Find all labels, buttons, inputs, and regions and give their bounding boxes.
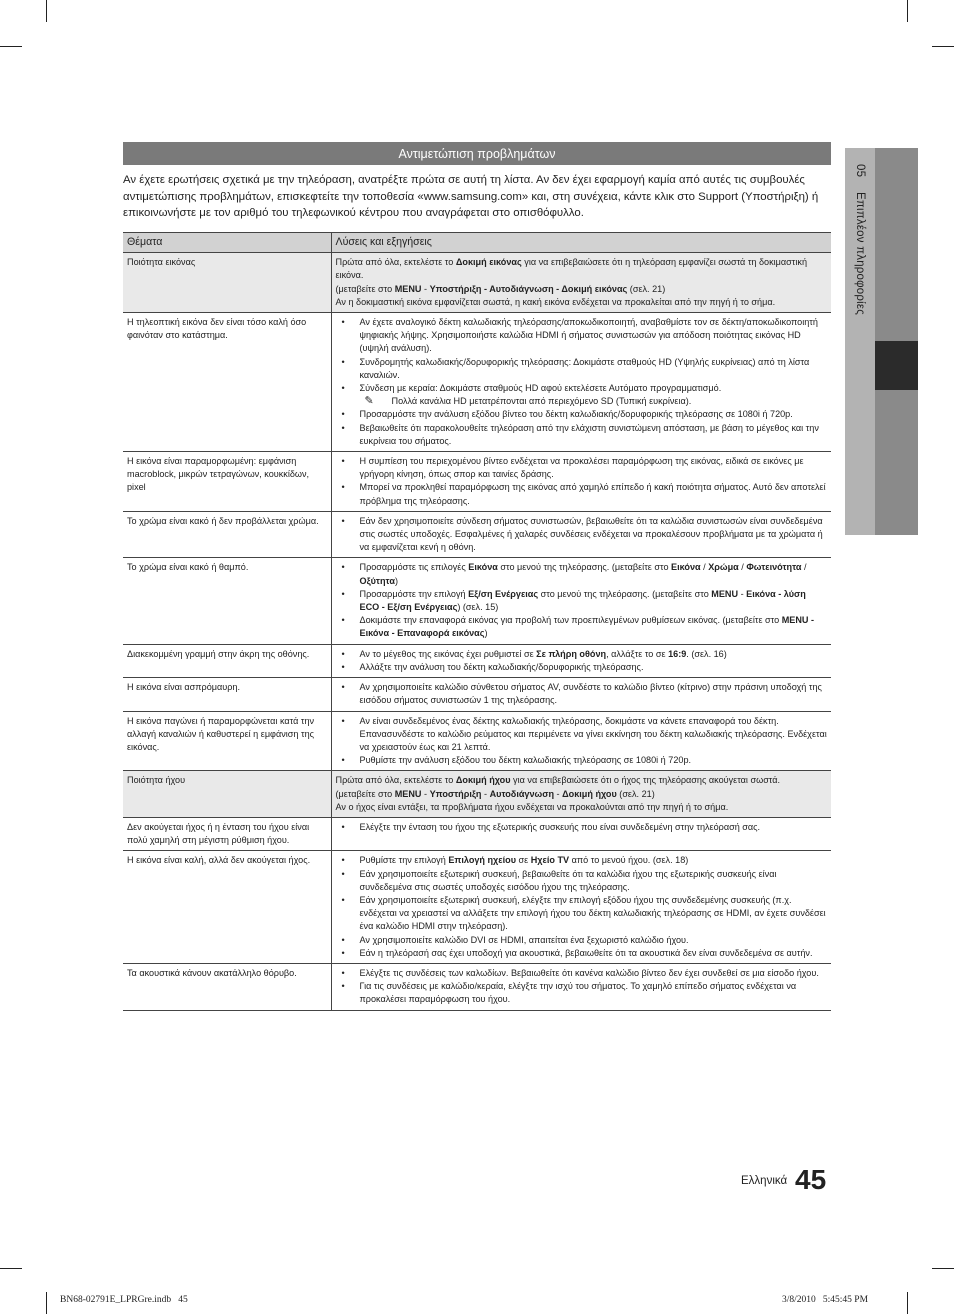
bullet-item: • Ελέγξτε τις συνδέσεις των καλωδίων. Βεβαιωθείτε ότι κανένα καλώδιο βίντεο δεν έχει συνδεθεί σε μια είσοδο ήχου. bbox=[336, 967, 828, 980]
table-row bbox=[123, 678, 831, 711]
solution-line: Αν η δοκιμαστική εικόνα εμφανίζεται σωστά, η κακή εικόνα ενδέχεται να προκαλείται από την πηγή ή το σήμα. bbox=[335, 296, 776, 307]
solution-cell bbox=[331, 558, 831, 644]
issue-cell: Διακεκομμένη γραμμή στην άκρη της οθόνης. bbox=[123, 644, 331, 677]
solution-list bbox=[336, 967, 828, 1007]
issue-cell: Ποιότητα εικόνας bbox=[123, 253, 331, 313]
solution-cell bbox=[331, 711, 831, 771]
table-header-row bbox=[123, 233, 831, 253]
bullet-item: • Προσαρμόστε τις επιλογές Εικόνα στο μενού της τηλεόρασης. (μεταβείτε στο Εικόνα / Χρώμα / Φωτεινότητα / Οξύτητα) bbox=[336, 561, 828, 587]
bullet-item: • Αλλάξτε την ανάλυση του δέκτη καλωδιακής/δορυφορικής τηλεόρασης. bbox=[336, 661, 828, 674]
table-row bbox=[123, 711, 831, 771]
bullet-item: • Για τις συνδέσεις με καλώδιο/κεραία, ελέγξτε την ισχύ του σήματος. Το χαμηλό επίπεδο σήματος ενδέχεται να προκαλέσει παραμόρφωση του ήχου. bbox=[336, 980, 828, 1006]
troubleshooting-table bbox=[123, 232, 831, 1011]
solution-list bbox=[336, 648, 828, 674]
note-item: ✎ Πολλά κανάλια HD μετατρέπονται από περιεχόμενο SD (Τυπική ευκρίνεια). bbox=[336, 395, 828, 408]
issue-cell: Το χρώμα είναι κακό ή δεν προβάλλεται χρώμα. bbox=[123, 511, 331, 558]
bullet-item: • Αν το μέγεθος της εικόνας έχει ρυθμιστεί σε Σε πλήρη οθόνη, αλλάξτε το σε 16:9. (σελ. 16) bbox=[336, 648, 828, 661]
page-number: 45 bbox=[795, 1164, 827, 1195]
chapter-number: 05 bbox=[854, 164, 866, 178]
crop-mark bbox=[0, 1268, 22, 1269]
solution-cell bbox=[331, 644, 831, 677]
issue-cell: Η τηλεοπτική εικόνα δεν είναι τόσο καλή όσο φαινόταν στο κατάστημα. bbox=[123, 313, 331, 452]
solution-list bbox=[336, 515, 828, 555]
table-row bbox=[123, 452, 831, 512]
print-slug-date: 3/8/2010 5:45:45 PM bbox=[782, 1295, 869, 1305]
crop-mark bbox=[932, 46, 954, 47]
chapter-title: Επιπλέον πληροφορίες bbox=[854, 192, 866, 315]
solution-line: (μεταβείτε στο MENU - Υποστήριξη - Αυτοδιάγνωση - Δοκιμή εικόνας (σελ. 21) bbox=[335, 283, 666, 294]
chapter-label bbox=[845, 148, 875, 535]
solution-line: (μεταβείτε στο MENU - Υποστήριξη - Αυτοδιάγνωση - Δοκιμή ήχου (σελ. 21) bbox=[335, 788, 655, 799]
bullet-item: • Ρυθμίστε την ανάλυση εξόδου του δέκτη καλωδιακής τηλεόρασης σε 1080i ή 720p. bbox=[336, 754, 828, 767]
section-title-bar bbox=[123, 142, 831, 165]
solution-list bbox=[336, 821, 828, 834]
chapter-side-tab bbox=[845, 148, 918, 535]
bullet-item: • Αν χρησιμοποιείτε καλώδιο DVI σε HDMI, απαιτείται ένα ξεχωριστό καλώδιο ήχου. bbox=[336, 934, 828, 947]
table-row bbox=[123, 817, 831, 850]
solution-cell bbox=[331, 817, 831, 850]
solution-cell bbox=[331, 678, 831, 711]
crop-mark bbox=[46, 1292, 47, 1314]
issue-cell: Η εικόνα είναι παραμορφωμένη: εμφάνιση macroblock, μικρών τετραγώνων, κουκκίδων, pixel bbox=[123, 452, 331, 512]
intro-paragraph: Αν έχετε ερωτήσεις σχετικά με την τηλεόραση, ανατρέξτε πρώτα σε αυτή τη λίστα. Αν δεν έχει εφαρμογή καμία από αυτές τις συμβουλές αντιμετώπισης προβλημάτων, επισκεφτείτε την τοποθεσία «www.samsung.com» και, στη συνέχεια, κάντε κλικ στο Support (Υποστήριξη) ή επικοινωνήστε με τον αριθμό του τηλεφωνικού κέντρου που αναγράφεται στο οπισθόφυλλο. bbox=[123, 174, 819, 219]
table-row bbox=[123, 313, 831, 452]
footer-language: Ελληνικά bbox=[741, 1175, 788, 1187]
crop-mark bbox=[46, 0, 47, 22]
column-header-solution: Λύσεις και εξηγήσεις bbox=[331, 233, 831, 253]
table-row bbox=[123, 771, 831, 818]
solution-cell bbox=[331, 313, 831, 452]
bullet-item: • Σύνδεση με κεραία: Δοκιμάστε σταθμούς HD αφού εκτελέσετε Αυτόματο προγραμματισμό. bbox=[336, 382, 828, 395]
table-row bbox=[123, 511, 831, 558]
bullet-item: • Βεβαιωθείτε ότι παρακολουθείτε τηλεόραση από την ελάχιστη συνιστώμενη απόσταση, με βάση το μέγεθος και την ευκρίνεια του σήματος. bbox=[336, 422, 828, 448]
bullet-item: • Ελέγξτε την ένταση του ήχου της εξωτερικής συσκευής που είναι συνδεδεμένη στην τηλεόρασή σας. bbox=[336, 821, 828, 834]
table-row bbox=[123, 644, 831, 677]
solution-cell bbox=[331, 771, 831, 818]
solution-cell bbox=[331, 511, 831, 558]
crop-mark bbox=[0, 46, 22, 47]
bullet-item: • Εάν η τηλεόρασή σας έχει υποδοχή για ακουστικά, βεβαιωθείτε ότι τα ακουστικά δεν είναι συνδεδεμένα σε αυτήν. bbox=[336, 947, 828, 960]
table-body bbox=[123, 253, 831, 1010]
solution-list bbox=[336, 854, 828, 960]
bullet-item: • Δοκιμάστε την επαναφορά εικόνας για προβολή των προεπιλεγμένων ρυθμίσεων εικόνας. (μεταβείτε στο MENU - Εικόνα - Επαναφορά εικόνας) bbox=[336, 614, 828, 640]
table-row bbox=[123, 851, 831, 964]
solution-cell bbox=[331, 452, 831, 512]
troubleshooting-table-wrap bbox=[123, 232, 831, 1011]
bullet-item: • Μπορεί να προκληθεί παραμόρφωση της εικόνας από χαμηλό επίπεδο ή κακή ποιότητα σήματος. Αυτό δεν αποτελεί πρόβλημα της τηλεόρασης. bbox=[336, 481, 828, 507]
bullet-item: • Εάν χρησιμοποιείτε εξωτερική συσκευή, βεβαιωθείτε ότι τα καλώδια ήχου της εξωτερικής συσκευής είναι συνδεδεμένα στις σωστές υποδοχές εισόδου ήχου της τηλεόρασης. bbox=[336, 868, 828, 894]
bullet-item: • Ρυθμίστε την επιλογή Επιλογή ηχείου σε Ηχείο TV από το μενού ήχου. (σελ. 18) bbox=[336, 854, 828, 867]
bullet-item: • Αν έχετε αναλογικό δέκτη καλωδιακής τηλεόρασης/αποκωδικοποιητή, αναβαθμίστε τον σε δέκτη/αποκωδικοποιητή ψηφιακής λήψης. Χρησιμοποιήστε καλώδια HDMI ή σήματος συνιστωσών για απόδοση ποιότητας εικόνας HD (υψηλή ανάλυση). bbox=[336, 316, 828, 356]
crop-mark bbox=[932, 1268, 954, 1269]
solution-cell bbox=[331, 963, 831, 1010]
solution-list bbox=[336, 561, 828, 640]
bullet-item: • Εάν χρησιμοποιείτε εξωτερική συσκευή, ελέγξτε την επιλογή εξόδου ήχου της συνδεδεμένης συσκευής (π.χ. ενδέχεται να χρειαστεί να αλλάξετε την επιλογή ήχου του δέκτη καλωδιακής τηλεόρασης σε HDMI, αν έχετε συνδέσει ένα καλώδιο HDMI στην τηλεόραση). bbox=[336, 894, 828, 934]
solution-line: Πρώτα από όλα, εκτελέστε το Δοκιμή ήχου για να επιβεβαιώσετε ότι ο ήχος της τηλεόρασης ακούγεται σωστά. bbox=[335, 775, 781, 786]
bullet-item: • Προσαρμόστε την επιλογή Εξ/ση Ενέργειας στο μενού της τηλεόρασης. (μεταβείτε στο MENU - Εικόνα - λύση ECO - Εξ/ση Ενέργειας) (σελ. 15) bbox=[336, 588, 828, 614]
issue-cell: Ποιότητα ήχου bbox=[123, 771, 331, 818]
issue-cell: Η εικόνα είναι καλή, αλλά δεν ακούγεται ήχος. bbox=[123, 851, 331, 964]
table-row bbox=[123, 963, 831, 1010]
table-row bbox=[123, 558, 831, 644]
solution-line: Πρώτα από όλα, εκτελέστε το Δοκιμή εικόνας για να επιβεβαιώσετε ότι η τηλεόραση εμφανίζει σωστά τη δοκιμαστική εικόνα. bbox=[335, 257, 808, 281]
print-slug-file: BN68-02791E_LPRGre.indb 45 bbox=[60, 1295, 188, 1305]
bullet-item: • Προσαρμόστε την ανάλυση εξόδου βίντεο του δέκτη καλωδιακής/δορυφορικής τηλεόρασης σε 1080i ή 720p. bbox=[336, 408, 828, 421]
bullet-item: • Συνδρομητής καλωδιακής/δορυφορικής τηλεόρασης: Δοκιμάστε σταθμούς HD (Υψηλής ευκρίνειας) από τη λίστα καναλιών. bbox=[336, 356, 828, 382]
solution-cell bbox=[331, 851, 831, 964]
issue-cell: Η εικόνα είναι ασπρόμαυρη. bbox=[123, 678, 331, 711]
issue-cell: Τα ακουστικά κάνουν ακατάλληλο θόρυβο. bbox=[123, 963, 331, 1010]
table-row bbox=[123, 253, 831, 313]
issue-cell: Δεν ακούγεται ήχος ή η ένταση του ήχου είναι πολύ χαμηλή στη μέγιστη ρύθμιση ήχου. bbox=[123, 817, 331, 850]
issue-cell: Το χρώμα είναι κακό ή θαμπό. bbox=[123, 558, 331, 644]
solution-cell bbox=[331, 253, 831, 313]
chapter-position-marker bbox=[875, 341, 918, 390]
crop-mark bbox=[907, 1292, 908, 1314]
bullet-item: • Αν είναι συνδεδεμένος ένας δέκτης καλωδιακής τηλεόρασης, δοκιμάστε να κάνετε επαναφορά του δέκτη. Επανασυνδέστε το καλώδιο ρεύματος και περιμένετε να γίνει εκκίνηση του δέκτη καλωδιακής τηλεόρασης. Ενδέχεται να χρειαστούν έως και 21 λεπτά. bbox=[336, 715, 828, 755]
solution-list bbox=[336, 681, 828, 707]
crop-mark bbox=[907, 0, 908, 22]
solution-line: Αν ο ήχος είναι εντάξει, τα προβλήματα ήχου ενδέχεται να προκαλούνται από την πηγή ή το σήμα. bbox=[335, 801, 729, 812]
bullet-item: • Εάν δεν χρησιμοποιείτε σύνδεση σήματος συνιστωσών, βεβαιωθείτε ότι τα καλώδια συνιστωσών είναι συνδεδεμένα στις σωστές υποδοχές. Εσφαλμένες ή χαλαρές συνδέσεις ενδέχεται να προκαλέσουν προβλήματα με τα χρώματα ή να εμφανίζεται κενή η οθόνη. bbox=[336, 515, 828, 555]
section-title: Αντιμετώπιση προβλημάτων bbox=[398, 146, 556, 161]
bullet-item: • Η συμπίεση του περιεχομένου βίντεο ενδέχεται να προκαλέσει παραμόρφωση της εικόνας, ειδικά σε εικόνες με γρήγορη κίνηση, όπως σπορ και ταινίες δράσης. bbox=[336, 455, 828, 481]
solution-list bbox=[336, 455, 828, 508]
column-header-issue: Θέματα bbox=[123, 233, 331, 253]
bullet-item: • Αν χρησιμοποιείτε καλώδιο σύνθετου σήματος AV, συνδέστε το καλώδιο βίντεο (κίτρινο) στην πράσινη υποδοχή της εισόδου σήματος συνιστωσών 1 της τηλεόρασης. bbox=[336, 681, 828, 707]
solution-list bbox=[336, 715, 828, 768]
solution-list bbox=[336, 316, 828, 448]
issue-cell: Η εικόνα παγώνει ή παραμορφώνεται κατά την αλλαγή καναλιών ή καθυστερεί η εμφάνιση της εικόνας. bbox=[123, 711, 331, 771]
